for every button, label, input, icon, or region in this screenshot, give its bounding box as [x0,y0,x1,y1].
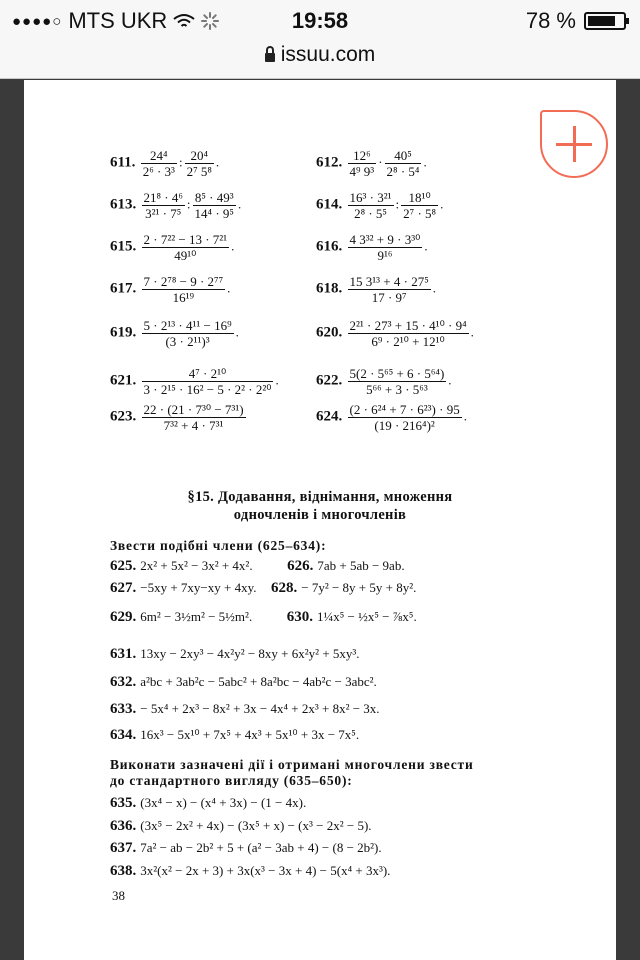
fraction [142,402,246,433]
page-number: 38 [112,888,125,903]
denominator: 7³² + 4 · 7³¹ [163,418,224,433]
numerator: 4⁷ · 2¹⁰ [142,366,274,382]
denominator: 49¹⁰ [174,248,197,263]
problem-number: 631. [110,646,137,662]
fraction [385,148,422,179]
problem-expr: 3x²(x² − 2x + 3) + 3x(x³ − 3x + 4) − 5(x⁴ + 3x³). [140,863,391,878]
problem-number: 637. [110,840,137,856]
problem-line [110,815,372,837]
problem-620 [316,318,474,349]
denominator: 2⁸ · 5⁴ [386,164,420,179]
section-title: §15. Додавання, віднімання, множення [187,489,453,505]
problem-613 [110,190,241,221]
add-button[interactable] [540,110,608,178]
fraction [348,148,377,179]
problem-number: 617. [110,280,137,297]
carrier-name: MTS UKR [68,8,168,33]
problem-623 [110,402,248,433]
denominator: (3 · 2¹¹)³ [165,334,210,349]
lock-icon [265,53,275,62]
period: . [440,196,444,212]
problem-expr: 16x³ − 5x¹⁰ + 7x⁵ + 4x³ + 5x¹⁰ + 3x − 7x⁵. [140,727,360,742]
problem-line [110,606,417,628]
fraction [348,402,462,433]
fraction [348,190,394,221]
status-bar [0,0,640,40]
denominator: 17 · 9⁷ [371,290,407,305]
period: . [424,238,428,254]
problem-expr: 1¼x⁵ − ½x⁵ − ⅞x⁵. [316,609,417,624]
denominator: 2⁷ · 5⁸ [403,206,437,221]
problem-616 [316,232,428,263]
problem-621 [110,366,279,397]
problem-expr: 6m² − 3½m² − 5½m². [140,609,253,624]
problem-expr: a²bc + 3ab²c − 5abc² + 8a²bc − 4ab²c − 3abc². [140,674,377,689]
problem-expr: 7a² − ab − 2b² + 5 + (a² − 3ab + 4) − (8 − 2b²). [140,840,382,855]
problem-number: 635. [110,795,137,811]
problem-614 [316,190,443,221]
problem-number: 611. [110,154,136,171]
numerator: 2²¹ · 27³ + 15 · 4¹⁰ · 9⁴ [349,318,467,333]
address-bar[interactable] [0,40,640,79]
numerator: 12⁶ [348,148,377,164]
fraction [185,148,214,179]
period: . [227,280,231,296]
problem-number: 612. [316,154,343,171]
numerator: (2 · 6²⁴ + 7 · 6²³) · 95 [349,402,460,417]
fraction [348,274,431,305]
period: . [470,324,474,340]
problem-expr: 7ab + 5ab − 9ab. [317,558,405,573]
battery-level [588,16,615,26]
problem-number: 613. [110,196,137,213]
numerator: 24⁴ [141,148,177,164]
denominator: 6⁹ · 2¹⁰ + 12¹⁰ [371,334,445,349]
problem-number: 632. [110,674,137,690]
problem-expr: − 7y² − 8y + 5y + 8y². [301,580,417,595]
period: . [235,324,239,340]
period: . [432,280,436,296]
fraction [401,190,438,221]
operator: : [186,196,191,212]
problem-expr: −5xy + 7xy−xy + 4xy. [140,580,257,595]
denominator: 3²¹ · 7⁵ [145,206,182,221]
period: . [275,372,279,388]
problem-619 [110,318,239,349]
problem-617 [110,274,230,305]
denominator: 2⁶ · 3³ [142,164,175,179]
denominator: (19 · 216⁴)² [374,418,435,433]
problem-expr: (3x⁵ − 2x² + 4x) − (3x⁵ + x) − (x³ − 2x² − 5). [140,818,372,833]
problem-number: 618. [316,280,343,297]
problem-615 [110,232,234,263]
problem-expr: (3x⁴ − x) − (x⁴ + 3x) − (1 − 4x). [140,795,307,810]
numerator: 7 · 2⁷⁸ − 9 · 2⁷⁷ [143,274,224,289]
problem-line [110,555,405,577]
problem-line [110,860,390,882]
fraction [348,232,423,263]
denominator: 14⁴ · 9⁵ [194,206,234,221]
fraction [141,148,177,179]
problem-622 [316,366,452,397]
period: . [231,238,235,254]
denominator: 2⁷ 5⁸ [186,164,212,179]
denominator: 5⁶⁶ + 3 · 5⁶³ [366,382,428,397]
problem-number: 629. [110,609,137,625]
instruction-similar-terms: Звести подібні члени (625–634): [110,538,327,553]
period: . [423,154,427,170]
problem-number: 633. [110,701,137,717]
numerator: 16³ · 3²¹ [349,190,392,205]
denominator: 16¹⁹ [172,290,195,305]
problem-number: 636. [110,818,137,834]
problem-line [110,577,416,599]
problem-expr: 13xy − 2xy³ − 4x²y² − 8xy + 6x²y² + 5xy³. [140,646,360,661]
instruction-standard-form-line1: Виконати зазначені дії і отримані многочлени звести [110,757,474,772]
problem-expr: 2x² + 5x² − 3x² + 4x². [140,558,253,573]
problem-number: 624. [316,408,343,425]
clock: 19:58 [291,8,349,33]
problem-line [110,698,380,720]
section-subtitle: одночленів і многочленів [233,507,407,523]
url-text: issuu.com [280,43,376,66]
problem-number: 621. [110,372,137,389]
problem-number: 616. [316,238,343,255]
signal-strength-icon: ●●●●○ [12,12,63,30]
fraction [348,318,469,349]
fraction [142,232,230,263]
problem-number: 623. [110,408,137,425]
numerator: 15 3¹³ + 4 · 27⁵ [349,274,429,289]
problem-624 [316,402,467,433]
problem-number: 619. [110,324,137,341]
numerator: 2 · 7²² − 13 · 7²¹ [143,232,228,247]
problem-line [110,837,382,859]
operator: · [378,154,383,170]
denominator: 9¹⁶ [377,248,393,263]
problem-number: 634. [110,727,137,743]
numerator: 5(2 · 5⁶⁵ + 6 · 5⁶⁴) [349,366,445,381]
fraction [348,366,447,397]
denominator: 4⁹ 9³ [349,164,375,179]
problem-612 [316,148,427,179]
problem-number: 628. [270,580,298,596]
numerator: 20⁴ [185,148,214,164]
period: . [448,372,452,388]
problem-number: 620. [316,324,343,341]
numerator: 4 3³² + 9 · 3³⁰ [349,232,421,247]
operator: : [178,154,183,170]
problem-line [110,792,306,814]
operator: : [395,196,400,212]
problem-611 [110,148,219,179]
fraction [142,190,185,221]
problem-number: 626. [287,558,314,574]
problem-line [110,724,359,746]
denominator: 2⁸ · 5⁵ [354,206,387,221]
period: . [237,196,242,212]
period: . [463,408,467,424]
fraction [142,366,274,397]
numerator: 21⁸ · 4⁶ [143,190,183,205]
instruction-standard-form-line2: до стандартного вигляду (635–650): [110,773,353,788]
battery-icon [584,12,626,30]
problem-number: 625. [110,558,137,574]
problem-number: 627. [110,580,137,596]
numerator: 22 · (21 · 7³⁰ − 7³¹) [143,402,244,417]
denominator: 3 · 2¹⁵ · 16² − 5 · 2² · 2²⁰ [143,382,272,397]
fraction [142,318,234,349]
problem-618 [316,274,436,305]
problem-line [110,643,360,665]
period: . [215,154,220,170]
battery-percent: 78 % [525,8,576,33]
problem-line [110,671,377,693]
problem-expr: − 5x⁴ + 2x³ − 8x² + 3x − 4x⁴ + 2x³ + 8x² − 3x. [140,701,380,716]
problem-number: 615. [110,238,137,255]
problem-number: 638. [110,863,137,879]
problem-number: 622. [316,372,343,389]
numerator: 5 · 2¹³ · 4¹¹ − 16⁹ [143,318,232,333]
problem-number: 630. [286,609,313,625]
numerator: 8⁵ · 49³ [193,190,236,206]
fraction [193,190,236,221]
numerator: 18¹⁰ [401,190,438,206]
fraction [142,274,226,305]
problem-number: 614. [316,196,343,213]
numerator: 40⁵ [385,148,422,164]
